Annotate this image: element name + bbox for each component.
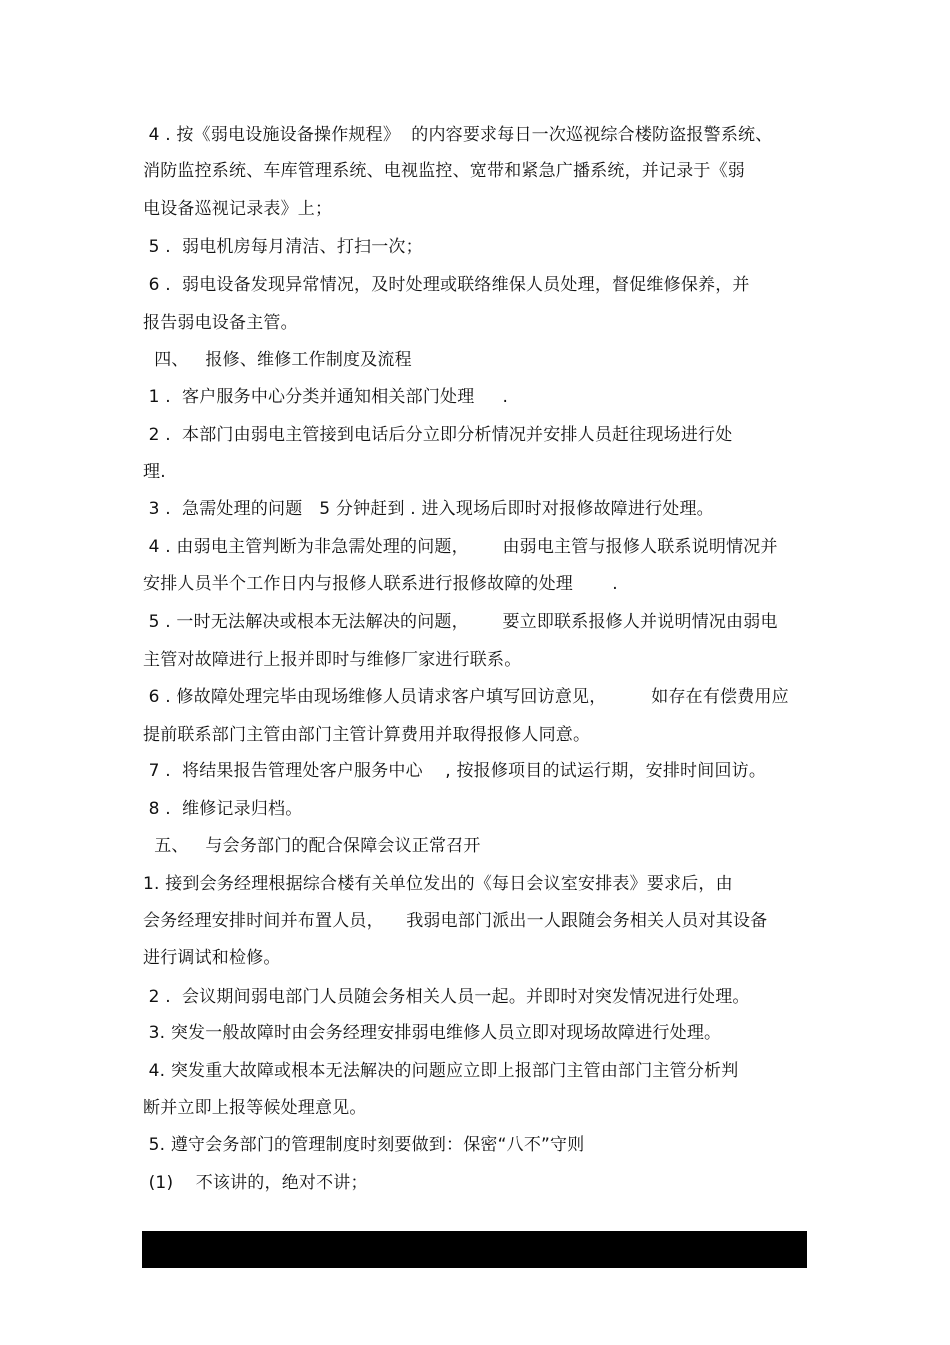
- section-heading: 四、 报修、维修工作制度及流程: [143, 350, 412, 370]
- text-line: 6 . 弱电设备发现异常情况，及时处理或联络维保人员处理，督促维修保养，并: [143, 275, 750, 295]
- section-heading: 五、 与会务部门的配合保障会议正常召开: [143, 836, 481, 856]
- text-line: 3. 突发一般故障时由会务经理安排弱电维修人员立即对现场故障进行处理。: [143, 1023, 722, 1043]
- text-line: 8 . 维修记录归档。: [143, 799, 303, 819]
- text-line: 5 . 弱电机房每月清洁、打扫一次；: [143, 237, 423, 257]
- text-line: 理.: [143, 462, 166, 482]
- text-line: 消防监控系统、车库管理系统、电视监控、宽带和紧急广播系统，并记录于《弱: [143, 161, 745, 181]
- text-line: 4 . 按《弱电设施设备操作规程》 的内容要求每日一次巡视综合楼防盗报警系统、: [143, 125, 773, 145]
- text-line: 2 . 会议期间弱电部门人员随会务相关人员一起。并即时对突发情况进行处理。: [143, 987, 750, 1007]
- text-line: 6 . 修故障处理完毕由现场维修人员请求客户填写回访意见， 如存在有偿费用应: [143, 687, 789, 707]
- text-line: 1. 接到会务经理根据综合楼有关单位发出的《每日会议室安排表》要求后，由: [143, 874, 733, 894]
- text-line: 4 . 由弱电主管判断为非急需处理的问题， 由弱电主管与报修人联系说明情况并: [143, 537, 778, 557]
- text-line: 主管对故障进行上报并即时与维修厂家进行联系。: [143, 650, 522, 670]
- text-line: 2 . 本部门由弱电主管接到电话后分立即分析情况并安排人员赶往现场进行处: [143, 425, 733, 445]
- text-line: (1) 不该讲的，绝对不讲；: [143, 1173, 368, 1193]
- text-line: 电设备巡视记录表》上；: [143, 199, 333, 219]
- text-line: 5 . 一时无法解决或根本无法解决的问题， 要立即联系报修人并说明情况由弱电: [143, 612, 778, 632]
- text-line: 进行调试和检修。: [143, 948, 281, 968]
- text-line: 会务经理安排时间并布置人员， 我弱电部门派出一人跟随会务相关人员对其设备: [143, 911, 768, 931]
- text-line: 1 . 客户服务中心分类并通知相关部门处理 .: [143, 387, 509, 407]
- text-line: 4. 突发重大故障或根本无法解决的问题应立即上报部门主管由部门主管分析判: [143, 1061, 739, 1081]
- text-line: 7 . 将结果报告管理处客户服务中心 , 按报修项目的试运行期，安排时间回访。: [143, 761, 767, 781]
- text-line: 3 . 急需处理的问题 5 分钟赶到 . 进入现场后即时对报修故障进行处理。: [143, 499, 714, 519]
- text-line: 安排人员半个工作日内与报修人联系进行报修故障的处理 .: [143, 574, 618, 594]
- text-line: 5. 遵守会务部门的管理制度时刻要做到：保密“八不”守则: [143, 1135, 585, 1155]
- text-line: 提前联系部门主管由部门主管计算费用并取得报修人同意。: [143, 725, 591, 745]
- redaction-bar: [142, 1231, 807, 1268]
- text-line: 报告弱电设备主管。: [143, 313, 298, 333]
- text-line: 断并立即上报等候处理意见。: [143, 1098, 367, 1118]
